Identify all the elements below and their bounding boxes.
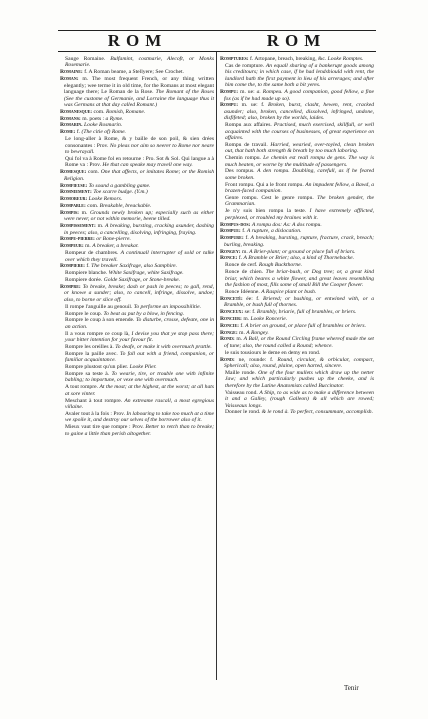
- french-text: Ronce de cerf.: [225, 262, 259, 269]
- french-text: Rompiere blanche.: [65, 270, 109, 277]
- french-text: Ronce de chien.: [225, 269, 266, 276]
- dictionary-entry: [220, 168, 374, 181]
- french-text: Rompre plustost qu'un plier.: [65, 364, 130, 371]
- dictionary-entry: [60, 243, 214, 249]
- english-gloss: A Ship, to as wide as to make a difference between it and a Galley, (rough Galleon) & all which are rowed; Vaisseaux longs.: [225, 389, 374, 409]
- french-text: m. ue:: [240, 89, 257, 96]
- english-gloss: Bulfamint, costmarie, Alecoft, or Monks Rosemarie.: [65, 56, 215, 69]
- french-text: m.: [85, 243, 93, 250]
- dictionary-entry: [220, 142, 374, 155]
- english-gloss: Brambly, briarie, full of brambles, or briers.: [256, 309, 357, 316]
- dictionary-entry: [60, 76, 214, 108]
- french-text: com.: [93, 108, 106, 115]
- dictionary-entry: [60, 109, 214, 115]
- header-right: ROM: [266, 31, 327, 50]
- french-text: ée: f.: [246, 295, 263, 302]
- french-text: m.: [243, 315, 251, 322]
- english-gloss: Practised, much exercised, skillfull, or well acquainted with the courses of businesses, of great experience on affaires.: [225, 122, 374, 141]
- french-text: Chemin rompu.: [225, 155, 264, 162]
- dictionary-entry: [220, 336, 374, 349]
- english-gloss: A breaking, bursting, cracking asunder, dashing in peeces; also, a cancelling, disolving, infringing, fraying.: [64, 223, 214, 236]
- dictionary-entry: [220, 309, 374, 315]
- english-gloss: The breaker Saxifrage, also Samphire.: [91, 263, 178, 270]
- english-gloss: A Raspice plant or bush.: [261, 288, 317, 295]
- english-gloss: Golde Saxifrage, or Stone-breake.: [103, 277, 181, 284]
- french-text: m. The most frequent French, or any thing written elegantly; wee terme it in old time, for the Romans at most elegant language there; Le Roman de la Rose.: [64, 76, 214, 96]
- headword: Romans:: [60, 115, 83, 122]
- french-text: f.: [242, 228, 247, 235]
- english-gloss: He that can speake may travell one way.: [102, 162, 193, 169]
- header-left: ROM: [107, 31, 168, 50]
- dictionary-entry: [220, 102, 374, 121]
- dictionary-entry: [220, 155, 374, 168]
- english-gloss: or Bone-pierre.: [96, 236, 131, 243]
- dictionary-entry: [60, 156, 214, 169]
- dictionary-entry: [60, 69, 214, 75]
- english-gloss: Broken, burst, clasht, hewen, rent, cracked asunder; also, broken, cancelled, dissolved, infringed, undone, disfifeted; also, broken by the worlds, laides.: [224, 102, 375, 122]
- headword: Romanesque:: [60, 108, 94, 115]
- english-gloss: An extreame rascall, a most egregious villaine.: [65, 397, 215, 411]
- french-text: f.: [86, 263, 92, 270]
- english-gloss: The Romant of the Roses (See the custome of Germanie, and Lorraine the language thus it was Germans at that day called Romant.): [64, 89, 214, 108]
- dictionary-entry: [60, 398, 214, 411]
- french-text: m. ue: f.: [241, 102, 268, 109]
- english-gloss: I have extremely afflicted, perplexed, or troubled my braines with it.: [225, 208, 374, 221]
- headword: Roman:: [60, 76, 83, 83]
- english-gloss: White Saxifrage, white Saxifrage.: [108, 270, 184, 277]
- dictionary-entry: [60, 277, 214, 283]
- dictionary-entry: [220, 296, 374, 309]
- english-gloss: Looke Romptes.: [327, 56, 364, 62]
- english-gloss: A Ball, or the Round Circling frame whereof made the set of tune; also, the round called a Round; whence.: [224, 336, 374, 349]
- french-text: le suis tousiours le deme en demy en rond.: [225, 349, 321, 356]
- english-gloss: The broken gender, the Grammarian.: [225, 195, 375, 208]
- dictionary-entry: [220, 56, 374, 62]
- dictionary-entry: [60, 116, 214, 122]
- english-gloss: A breaker, a breakar.: [92, 243, 139, 250]
- english-gloss: Breakable, breackable.: [99, 203, 152, 210]
- dictionary-entry: [60, 424, 214, 437]
- dictionary-entry: [60, 236, 214, 242]
- headword: Rompable:: [60, 203, 88, 210]
- french-text: Je n'y suis bien rompu la teste.: [225, 208, 310, 215]
- headword: Romfieuse:: [60, 182, 89, 189]
- dictionary-entry: [220, 228, 374, 234]
- dictionary-entry: [220, 289, 374, 295]
- dictionary-entry: [60, 210, 214, 223]
- english-gloss: To wearie, tire, or trouble one with infinite babling; to importune, or vexe one with overmuch.: [65, 371, 214, 384]
- headword: Rompre:: [60, 284, 83, 290]
- french-text: Rompre le coup.: [65, 310, 104, 317]
- french-text: m.: [97, 223, 106, 230]
- dictionary-entry: [220, 63, 374, 89]
- french-text: Cas de rompture.: [225, 62, 266, 69]
- english-gloss: (The citie of) Rome.: [81, 129, 126, 136]
- headword: Romptures:: [220, 56, 250, 62]
- column-rule: [216, 52, 217, 680]
- headword: Romniement:: [60, 189, 94, 196]
- french-text: Genre rompu. Cest le genre rompu.: [225, 195, 318, 202]
- french-text: m.: [236, 336, 244, 343]
- english-gloss: An equall sharing of a bankerupt goods among his creditours; in which case, if he had lendshiould with rent, the landlord hath the first payment in lieu of his arrerages; and after him come the, to the same both a bit yeres.: [225, 62, 374, 89]
- english-gloss: In labouring to take too much at a time we spoile it, and destroy our selves of the borrower also of it.: [65, 410, 214, 424]
- dictionary-entry: [60, 223, 214, 236]
- headword: Rompissement:: [60, 223, 98, 230]
- french-text: Mieux vaut tire que rompre : Prov.: [65, 424, 146, 431]
- english-gloss: a Ryme.: [105, 115, 124, 122]
- english-gloss: To disturbe, crosse, defeate, one in an action.: [65, 317, 214, 330]
- french-text: A tout rompre.: [65, 384, 100, 391]
- dictionary-entry: [60, 250, 214, 263]
- catchword: Tenir: [344, 684, 359, 692]
- headword: Rompiere:: [60, 263, 87, 270]
- english-gloss: One that affects, or imitates Rome; or the Romish Religion.: [64, 169, 214, 182]
- dictionary-entry: [220, 235, 374, 248]
- running-header: [58, 30, 376, 52]
- headword: Rompu:: [220, 89, 241, 96]
- english-gloss: Looke Remors.: [88, 196, 123, 203]
- headword: Rond:: [220, 356, 239, 363]
- english-gloss: Rough Buckthorne.: [258, 262, 303, 269]
- english-gloss: a. Rompeu. A good companion, good fellow, a fine fox (as if he had made up so).: [224, 89, 374, 102]
- dictionary-entry: [220, 262, 374, 268]
- english-gloss: To sound a gambling game.: [88, 182, 151, 189]
- english-gloss: A brier on ground, or place full of brambles or briers.: [245, 322, 366, 329]
- french-text: Rompre les oreilles à.: [65, 344, 116, 351]
- english-gloss: Round, circular, & orbicular, compact, Sphericall; also, round, plaine, open harted, sincere.: [224, 356, 374, 369]
- headword: Ronge:: [220, 329, 240, 336]
- headword: Rompure:: [220, 235, 246, 242]
- dictionary-entry: [220, 182, 374, 195]
- dictionary-entry: [60, 129, 214, 135]
- french-text: f.: [238, 255, 244, 262]
- french-text: Rompeur de chambres.: [65, 250, 121, 257]
- english-gloss: Looke Rosmarin.: [83, 122, 123, 129]
- headword: Rompis:: [60, 209, 82, 216]
- french-text: m.: [239, 329, 247, 336]
- dictionary-entry: [60, 384, 214, 397]
- headword: Rompus-dos:: [220, 221, 252, 228]
- headword: Ronceux:: [220, 309, 245, 316]
- french-text: Le long-aller à Rome, & y baille de son poil, & sien drées consonantes : Prov.: [65, 136, 214, 149]
- dictionary-entry: [60, 122, 214, 128]
- english-gloss: A continuall interrupter of sold or talke over which they travell.: [65, 250, 214, 263]
- english-gloss: To fall out with a friend, companion, or familiar acquaintance.: [65, 350, 214, 364]
- dictionary-entry: [220, 350, 374, 356]
- french-text: Meschant à tout rompre.: [65, 397, 125, 404]
- english-gloss: A rompu dos: As: A dos rompu.: [251, 221, 322, 228]
- french-text: m.: [241, 248, 250, 255]
- dictionary-entry: [60, 331, 214, 344]
- french-text: Donner le rond.: [225, 409, 262, 416]
- french-text: f.: [76, 129, 82, 136]
- english-gloss: Harried, wearied, over-toyled, clean broken out, that hath both strength & breath by too much laboring.: [225, 141, 374, 155]
- english-gloss: At the most; at the highest, at the worst; at all hats at sore vinter.: [65, 384, 214, 397]
- english-gloss: Toe scarre budge. (Y.m.): [93, 189, 148, 196]
- dictionary-entry: [60, 189, 214, 195]
- dictionary-entry: [220, 316, 374, 322]
- french-text: Ronce Idéenne.: [225, 288, 262, 295]
- headword: Rompu:: [220, 102, 242, 109]
- dictionary-entry: [60, 196, 214, 202]
- english-gloss: A rupture, a dislocation.: [246, 228, 302, 235]
- dictionary-entry: [220, 208, 374, 221]
- french-text: f.: [240, 322, 246, 329]
- french-text: Vaisseau rond.: [225, 389, 260, 396]
- english-gloss: A den rompu. Doubling, carefull, as if he feared some broken.: [225, 168, 374, 181]
- headword: Romoreur:: [60, 196, 89, 203]
- right-column: [220, 56, 374, 416]
- dictionary-entry: [60, 364, 214, 370]
- dictionary-entry: [60, 263, 214, 269]
- english-gloss: Looke Roncerie.: [250, 315, 288, 322]
- headword: Romaine:: [60, 69, 85, 76]
- french-text: f.: [245, 235, 251, 242]
- left-column: [60, 56, 214, 438]
- english-gloss: Le chemin est reall rompu de gens. The way is much beaten, or worne by the multitude of passengers.: [225, 155, 374, 168]
- dictionary-entry: [60, 183, 214, 189]
- headword: Rome:: [60, 129, 77, 136]
- french-text: com.: [88, 169, 101, 176]
- english-gloss: An impudent fellow, a Bawd, a brazen-faced companion.: [225, 181, 374, 195]
- french-text: f. A Roman beame, a Stellyere; See Crochet.: [84, 69, 184, 76]
- french-text: Avaler tout à la fois : Prov.: [65, 410, 127, 417]
- dictionary-entry: [60, 351, 214, 364]
- english-gloss: Briered; or bushing, or entwined with, or a Bramble, or bush full of thornes.: [224, 295, 374, 309]
- dictionary-entry: [220, 390, 374, 409]
- french-text: Maille ronde.: [225, 369, 259, 376]
- french-text: Rompre sa teste à.: [65, 371, 112, 378]
- french-text: m. poets :: [82, 115, 106, 122]
- dictionary-entry: [220, 89, 374, 102]
- english-gloss: Better to retch than to breake; to gaine a little than perish altogether.: [65, 424, 214, 437]
- english-gloss: No pleas nor aim so neerer to Rome nor neare to bewrayall.: [65, 142, 214, 156]
- french-text: f. Artopane, breach, breaking, &c.: [249, 56, 328, 62]
- french-text: Rompiere dorée.: [65, 277, 104, 284]
- dictionary-entry: [220, 409, 374, 415]
- french-text: Front rompu. Qui a le front rompu.: [225, 181, 306, 188]
- french-text: Rompre la paille avec.: [65, 350, 121, 357]
- dictionary-entry: [60, 304, 214, 310]
- dictionary-entry: [60, 284, 214, 303]
- english-gloss: To performe an impossibilitie.: [133, 303, 201, 310]
- french-text: ne, rounde: f.: [238, 356, 278, 363]
- english-gloss: To deafe, or make it with overmuch prattle.: [115, 344, 212, 351]
- french-text: Qui fol va à Rome fol en retourne : Pro. Sot & Sol. Qui langue a à Rome va : Prov.: [65, 155, 214, 169]
- dictionary-entry: [60, 317, 214, 330]
- dictionary-entry: [60, 56, 214, 69]
- dictionary-entry: [220, 323, 374, 329]
- headword: Rompeur:: [60, 243, 86, 250]
- dictionary-entry: [60, 203, 214, 209]
- english-gloss: To beat as put by a blow, in fencing.: [103, 310, 185, 317]
- english-gloss: Grounds newly broken up; especially such as either were never, or not within memorie, beene tilled.: [64, 209, 214, 223]
- dictionary-entry: [60, 371, 214, 384]
- dictionary-entry: [220, 195, 374, 208]
- english-gloss: A Bramble or Brier; also, a kind of Thornebacke.: [243, 255, 355, 262]
- english-gloss: Looke Plier.: [129, 364, 157, 371]
- dictionary-entry: [60, 411, 214, 424]
- english-gloss: The briar-bush, or Dog tree; or, a great kind briar, which beares a white flower, and great leaves resembling the fashion of most, fills some of small Bill the Cooper flower.: [225, 269, 374, 289]
- english-gloss: To breake, breake; dash or pash in peeces; to gall, rend, or knowe a sunder; also, to cancell, infringe, dissolve, undoe; also, to borne or slice off.: [64, 284, 214, 303]
- headword: Romarin.: [60, 122, 84, 129]
- headword: Rond:: [220, 336, 237, 343]
- english-gloss: A Rongey.: [246, 329, 269, 336]
- headword: Roncie:: [220, 322, 241, 329]
- dictionary-entry: [220, 255, 374, 261]
- dictionary-entry: [60, 344, 214, 350]
- headword: Roncier:: [220, 315, 244, 322]
- dictionary-entry: [60, 169, 214, 182]
- french-text: Rompre le coup à son emende.: [65, 317, 136, 324]
- headword: Rompue:: [220, 228, 243, 235]
- french-text: Il a vous rompre ce coup là,: [65, 330, 132, 337]
- english-gloss: Romish, Romane.: [105, 108, 146, 115]
- headword: Rongey:: [220, 248, 242, 255]
- french-text: m.: [81, 209, 90, 216]
- headword: Ronceté:: [220, 295, 247, 302]
- french-text: Rompu de travail.: [225, 141, 271, 148]
- english-gloss: & le rond à. To perfect, consummate, accomplish.: [261, 409, 373, 416]
- headword: Ronce:: [220, 255, 239, 262]
- french-text: com.: [87, 203, 100, 210]
- headword: Rompe-pierre:: [60, 236, 97, 243]
- dictionary-entry: [60, 136, 214, 155]
- dictionary-entry: [220, 357, 374, 370]
- french-text: Il rompe l'anguille au genouil.: [65, 303, 134, 310]
- french-text: se: f.: [244, 309, 257, 316]
- dictionary-entry: [220, 370, 374, 389]
- french-text: Sauge Romaine.: [65, 56, 111, 62]
- french-text: Des rompus.: [225, 168, 258, 175]
- french-text: Rompu aux affaires.: [225, 122, 274, 129]
- dictionary-entry: [220, 269, 374, 288]
- english-gloss: I devise you that ye stop pass there; your bitter intention for your favour fit.: [65, 330, 215, 344]
- dictionary-entry: [60, 270, 214, 276]
- english-gloss: A Brier-plant; or ground or place full of briars.: [249, 248, 356, 255]
- english-gloss: A breaking, bursting, rupture, fracture, crack, breach; burling, breaking.: [224, 235, 374, 248]
- english-gloss: One of the four mullets which draw up the netter Jaw; and which particularly pushes up the cheeke, and is therefore by the Latine Anatomists called Buccinator.: [225, 369, 374, 389]
- headword: Romesque:: [60, 169, 89, 176]
- dictionary-entry: [220, 122, 374, 141]
